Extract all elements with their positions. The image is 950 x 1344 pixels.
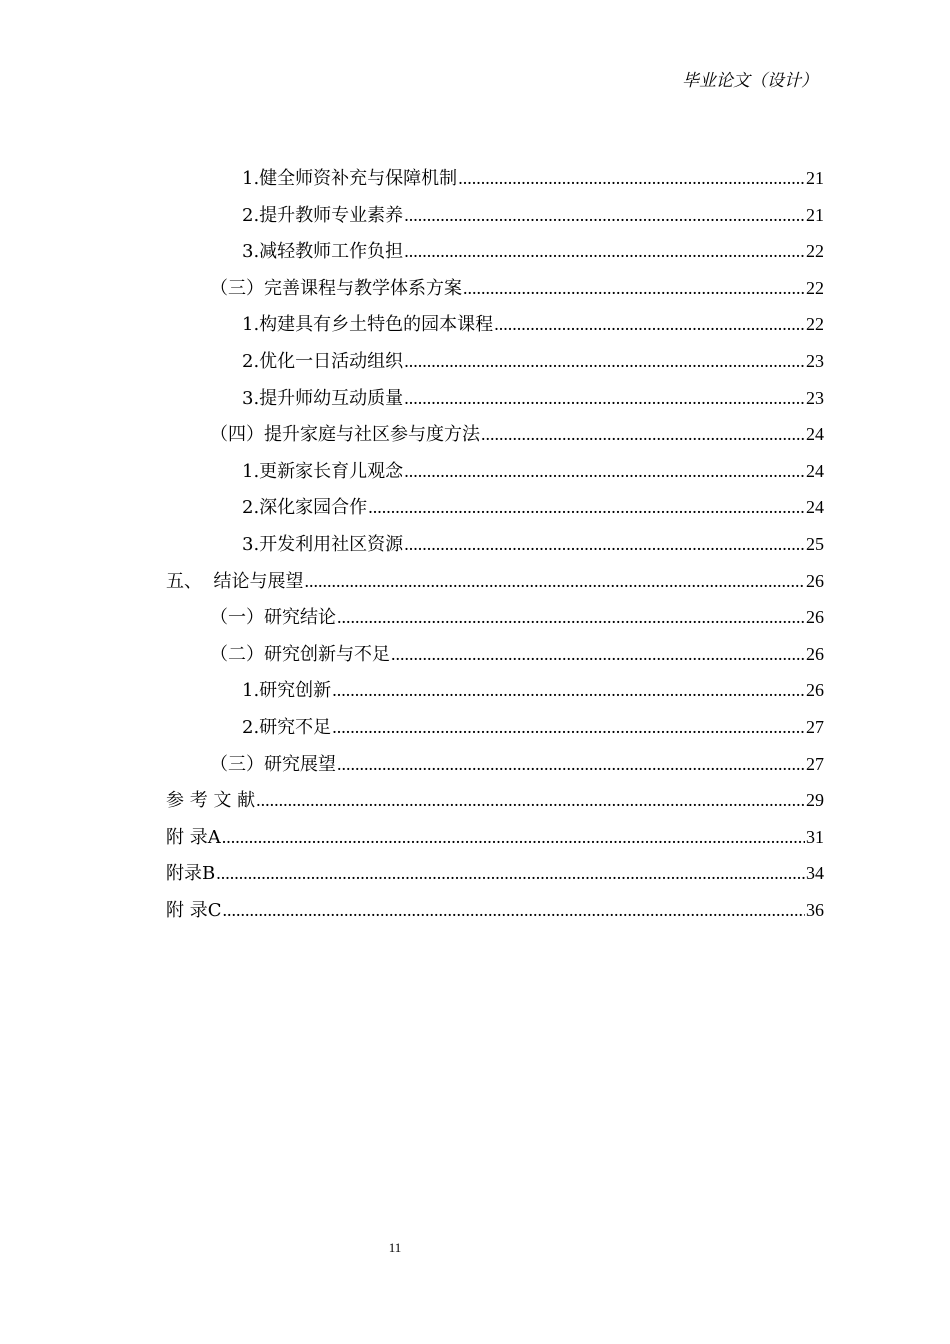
toc-entry[interactable] [166, 782, 824, 819]
toc-entry-title: 附 录C [166, 899, 222, 921]
toc-entry-page: 29 [806, 790, 824, 811]
toc-entry[interactable] [166, 526, 824, 563]
toc-entry[interactable] [166, 380, 824, 417]
toc-entry-title: 1.研究创新 [242, 680, 332, 702]
toc-entry-title: 1.构建具有乡土特色的园本课程 [242, 314, 494, 336]
table-of-contents [166, 160, 824, 928]
toc-entry[interactable] [166, 892, 824, 929]
toc-entry-page: 26 [806, 643, 824, 664]
toc-entry-title: 3.减轻教师工作负担 [242, 241, 404, 263]
toc-entry-title: 3.开发利用社区资源 [242, 533, 404, 555]
toc-entry-page: 23 [806, 350, 824, 371]
toc-entry-title: 2.研究不足 [242, 716, 332, 738]
toc-leader [216, 855, 805, 892]
toc-entry-title: （一）研究结论 [210, 607, 336, 629]
toc-leader [368, 489, 805, 526]
toc-leader [337, 746, 805, 783]
toc-entry-title: 1.健全师资补充与保障机制 [242, 168, 458, 189]
toc-entry-title: （三）研究展望 [210, 753, 336, 775]
toc-entry-page: 26 [806, 607, 824, 628]
toc-entry[interactable] [166, 563, 824, 600]
toc-entry-page: 26 [806, 570, 824, 591]
toc-entry[interactable] [166, 819, 824, 856]
toc-entry-page: 21 [806, 168, 824, 188]
toc-leader [404, 526, 805, 563]
toc-entry[interactable] [166, 489, 824, 526]
toc-leader [481, 416, 805, 453]
toc-entry-page: 24 [806, 460, 824, 481]
toc-entry-title: 1.更新家长育儿观念 [242, 460, 404, 482]
toc-entry-title: 附 录A [166, 826, 221, 848]
toc-entry[interactable] [166, 197, 824, 234]
toc-leader [404, 233, 805, 270]
toc-leader [337, 599, 805, 636]
toc-entry[interactable] [166, 416, 824, 453]
toc-entry-title: （二）研究创新与不足 [210, 643, 390, 665]
toc-entry[interactable] [166, 160, 824, 197]
toc-leader [256, 782, 805, 819]
toc-leader [404, 343, 805, 380]
toc-entry-page: 26 [806, 680, 824, 701]
toc-entry[interactable] [166, 709, 824, 746]
toc-entry[interactable] [166, 672, 824, 709]
toc-entry[interactable] [166, 343, 824, 380]
page-number: 11 [388, 1240, 402, 1255]
toc-entry-page: 22 [806, 241, 824, 262]
toc-entry-page: 34 [806, 863, 824, 884]
toc-entry-title: （四）提升家庭与社区参与度方法 [210, 424, 480, 446]
toc-entry-page: 27 [806, 753, 824, 774]
toc-leader [332, 709, 805, 746]
toc-entry-page: 24 [806, 497, 824, 518]
toc-entry[interactable] [166, 746, 824, 783]
toc-entry-title: 附录B [166, 863, 216, 885]
toc-entry-page: 25 [806, 533, 824, 554]
toc-entry[interactable] [166, 306, 824, 343]
toc-leader [391, 636, 805, 673]
toc-entry[interactable] [166, 233, 824, 270]
toc-entry-title: 2.提升教师专业素养 [242, 204, 404, 226]
toc-entry[interactable] [166, 599, 824, 636]
toc-leader [404, 197, 805, 234]
toc-leader [304, 563, 805, 600]
toc-entry-title: 2.优化一日活动组织 [242, 350, 404, 372]
toc-entry-page: 31 [806, 826, 824, 847]
toc-entry[interactable] [166, 270, 824, 307]
toc-entry-page: 22 [806, 314, 824, 335]
toc-leader [494, 306, 805, 343]
toc-entry-page: 21 [806, 204, 824, 225]
toc-leader [404, 380, 805, 417]
toc-entry-title: （三）完善课程与教学体系方案 [210, 277, 462, 299]
toc-leader [332, 672, 805, 709]
toc-leader [222, 819, 805, 856]
toc-entry-title: 五、 结论与展望 [166, 570, 304, 592]
toc-entry-title: 2.深化家园合作 [242, 497, 368, 519]
toc-entry[interactable] [166, 855, 824, 892]
toc-leader [404, 453, 805, 490]
toc-entry-page: 23 [806, 387, 824, 408]
toc-entry-title: 参 考 文 献 [166, 790, 256, 812]
toc-entry[interactable] [166, 453, 824, 490]
toc-leader [223, 892, 806, 929]
toc-entry-page: 36 [806, 899, 824, 920]
toc-entry[interactable] [166, 636, 824, 673]
toc-leader [463, 270, 805, 307]
toc-entry-page: 24 [806, 424, 824, 445]
toc-entry-page: 27 [806, 716, 824, 737]
toc-entry-title: 3.提升师幼互动质量 [242, 387, 404, 409]
toc-entry-page: 22 [806, 277, 824, 298]
toc-leader [458, 160, 805, 197]
running-header: 毕业论文（设计） [682, 71, 818, 91]
